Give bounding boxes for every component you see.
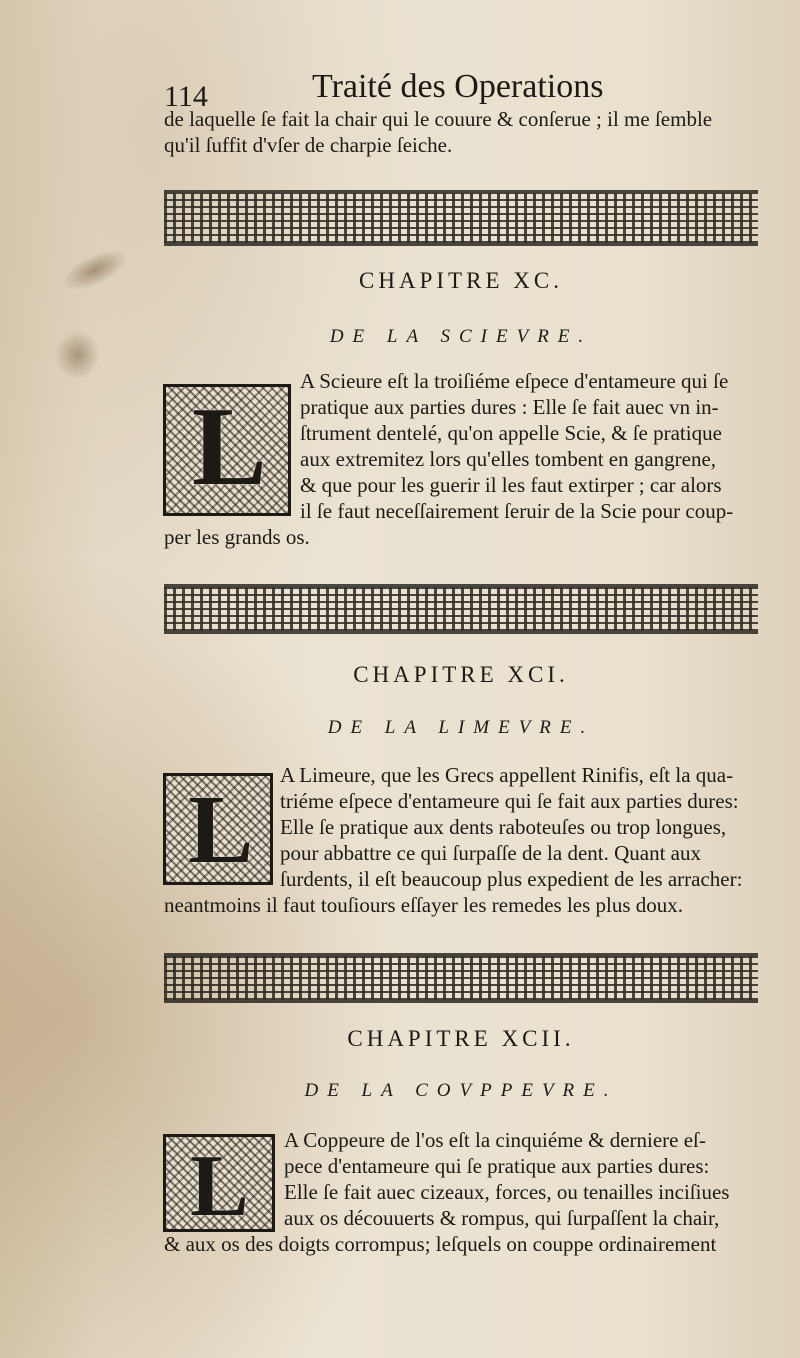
chapter-heading: CHAPITRE XCII. (347, 1026, 575, 1051)
initial-letter: L (190, 1138, 249, 1235)
text-line: qu'il ſuffit d'vſer de charpie ſeiche. (164, 133, 453, 157)
text-line: A Scieure eſt la troiſiéme eſpece d'entameure qui ſe (300, 369, 729, 393)
ornament-band (164, 190, 758, 246)
text-line: A Limeure, que les Grecs appellent Rinifis, eſt la qua- (280, 763, 734, 787)
initial-letter: L (188, 776, 254, 884)
initial-letter: L (192, 385, 267, 509)
chapter-subtitle: DE LA LIMEVRE. (327, 717, 595, 738)
text-line: A Coppeure de l'os eſt la cinquiéme & derniere eſ- (284, 1128, 706, 1152)
text-line: Elle ſe pratique aux dents raboteuſes ou trop longues, (280, 815, 727, 839)
text-line: & aux os des doigts corrompus; leſquels on couppe ordinairement (164, 1232, 717, 1256)
text-line: aux os découuerts & rompus, qui ſurpaſſent la chair, (284, 1206, 720, 1230)
chapter-heading: CHAPITRE XCI. (353, 662, 569, 687)
chapter-paragraph (164, 368, 758, 550)
ink-stain (55, 330, 100, 380)
ink-stain (57, 242, 133, 299)
text-line: ſurdents, il eſt beaucoup plus expedient de les arracher: (280, 867, 743, 891)
text-line: & que pour les guerir il les faut extirper ; car alors (300, 473, 722, 497)
ornament-band (164, 953, 758, 1003)
chapter-heading: CHAPITRE XC. (359, 268, 563, 293)
text-line: pour abbattre ce qui ſurpaſſe de la dent. Quant aux (280, 841, 702, 865)
page-number: 114 (164, 80, 208, 113)
chapter-subtitle: DE LA COVPPEVRE. (304, 1080, 618, 1101)
text-line: pratique aux parties dures : Elle ſe fait auec vn in- (300, 395, 719, 419)
chapter-paragraph (164, 762, 758, 918)
chapter-subtitle: DE LA SCIEVRE. (329, 326, 593, 347)
text-line: per les grands os. (164, 525, 310, 549)
ornament-band (164, 584, 758, 634)
running-head (160, 64, 760, 112)
text-line: Elle ſe fait auec cizeaux, forces, ou tenailles inciſiues (284, 1180, 730, 1204)
chapter-paragraph (164, 1127, 758, 1257)
running-title: Traité des Operations (312, 68, 604, 105)
text-line: ſtrument dentelé, qu'on appelle Scie, & ſe pratique (300, 421, 722, 445)
text-line: aux extremitez lors qu'elles tombent en gangrene, (300, 447, 717, 471)
intro-paragraph (164, 106, 758, 158)
text-line: neantmoins il faut touſiours eſſayer les remedes les plus doux. (164, 893, 684, 917)
text-line: pece d'entameure qui ſe pratique aux parties dures: (284, 1154, 710, 1178)
text-line: triéme eſpece d'entameure qui ſe fait aux parties dures: (280, 789, 739, 813)
text-line: il ſe faut neceſſairement ſeruir de la Scie pour coup- (300, 499, 734, 523)
text-line: de laquelle ſe fait la chair qui le couure & conſerue ; il me ſemble (164, 107, 713, 131)
